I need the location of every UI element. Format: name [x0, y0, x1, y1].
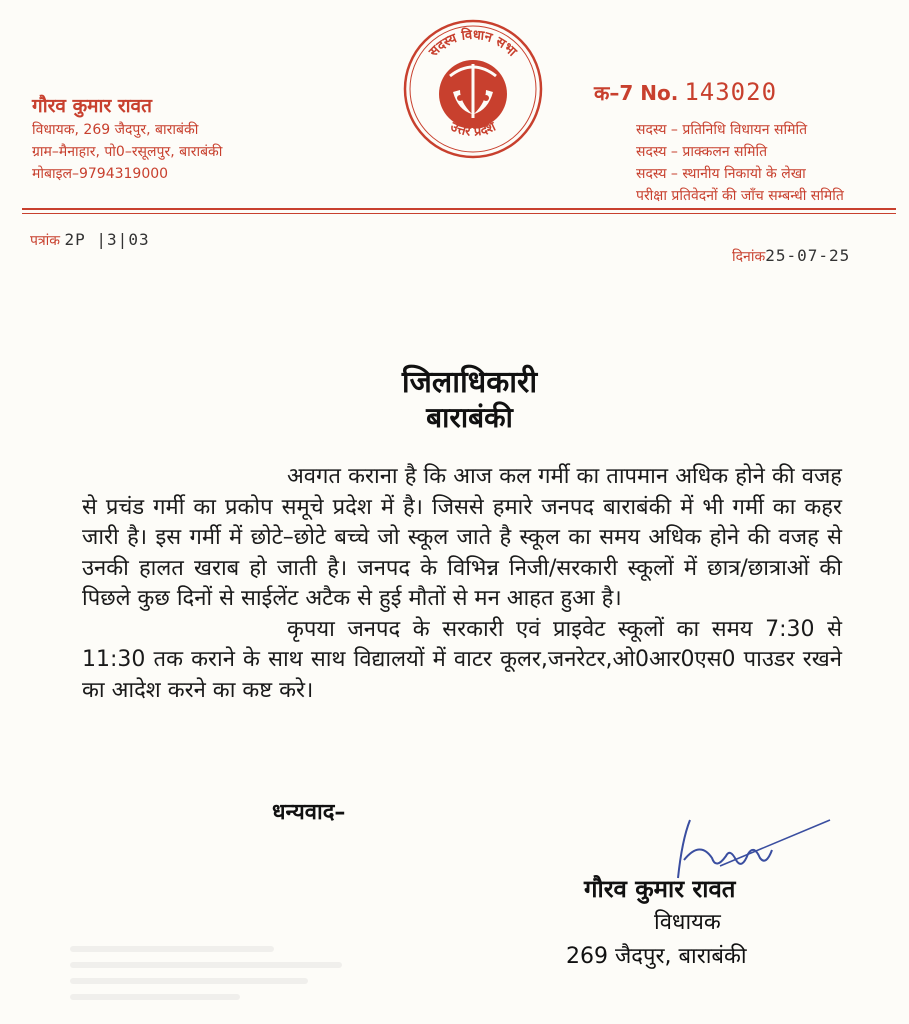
sender-name: गौरव कुमार रावत [32, 95, 152, 117]
emblem-top-text: सदस्य विधान सभा [426, 27, 520, 60]
body-paragraph-1: अवगत कराना है कि आज कल गर्मी का तापमान अधिक होने की वजह से प्रचंड गर्मी का प्रकोप समूचे प्रदेश में है। जिससे हमारे जनपद बाराबंकी में भी गर्मी का कहर जारी है। इस गर्मी में छोटे–छोटे बच्चे जो स्कूल जाते है स्कूल का समय अधिक होने की वजह से उनकी हालत खराब हो जाती है। जनपद के विभिन्न निजी/सरकारी स्कूलों में छात्र/छात्राओं की पिछले कुछ दिनों से साईलेंट अटैक से हुई मौतों से मन आहत हुआ है। [82, 464, 842, 611]
letter-number [30, 230, 150, 250]
letter-date-label: दिनांक [732, 249, 766, 265]
reference-label: क–7 No. [594, 81, 679, 105]
committee-4: परीक्षा प्रतिवेदनों की जाँच सम्बन्धी समिति [636, 188, 844, 204]
letterhead-divider-thin [22, 213, 896, 214]
vidhan-sabha-emblem [398, 14, 548, 164]
reference-value: 143020 [684, 78, 778, 106]
faded-bleed-through [70, 936, 410, 1016]
sender-address: ग्राम–मैनाहार, पो0–रसूलपुर, बाराबंकी [32, 144, 223, 160]
sender-mobile: मोबाइल–9794319000 [32, 166, 169, 182]
reference-number [594, 78, 777, 106]
addressee-place-text: बाराबंकी [426, 401, 513, 434]
letter-date [732, 246, 850, 266]
addressee-title [0, 360, 909, 401]
letter-date-value: 25-07-25 [765, 246, 851, 265]
addressee-title-text: जिलाधिकारी [401, 365, 538, 400]
sender-designation: विधायक, 269 जैदपुर, बाराबंकी [32, 122, 199, 138]
svg-text:सदस्य विधान सभा [426, 27, 520, 61]
committee-3: सदस्य – स्थानीय निकायो के लेखा [636, 166, 806, 182]
letter-number-label: पत्रांक [30, 233, 61, 249]
letter-number-value: 2P |3|03 [64, 230, 150, 249]
letter-body [82, 462, 842, 706]
signatory-name: गौरव कुमार रावत [584, 875, 736, 903]
addressee-place [0, 398, 909, 436]
letterhead-divider [22, 208, 896, 210]
signatory-constituency: 269 जैदपुर, बाराबंकी [566, 944, 747, 969]
emblem-bottom-text: उत्तर प्रदेश [447, 119, 499, 140]
signatory-post: विधायक [654, 910, 721, 935]
committee-2: सदस्य – प्राक्कलन समिति [636, 144, 768, 160]
committee-1: सदस्य – प्रतिनिधि विधायन समिति [636, 122, 808, 138]
closing-thanks: धन्यवाद– [272, 800, 346, 825]
body-paragraph-2: कृपया जनपद के सरकारी एवं प्राइवेट स्कूलों का समय 7:30 से 11:30 तक कराने के साथ साथ विद्यालयों में वाटर कूलर,जनरेटर,ओ0आर0एस0 पाउडर रखने का आदेश करने का कष्ट करे। [82, 616, 842, 703]
